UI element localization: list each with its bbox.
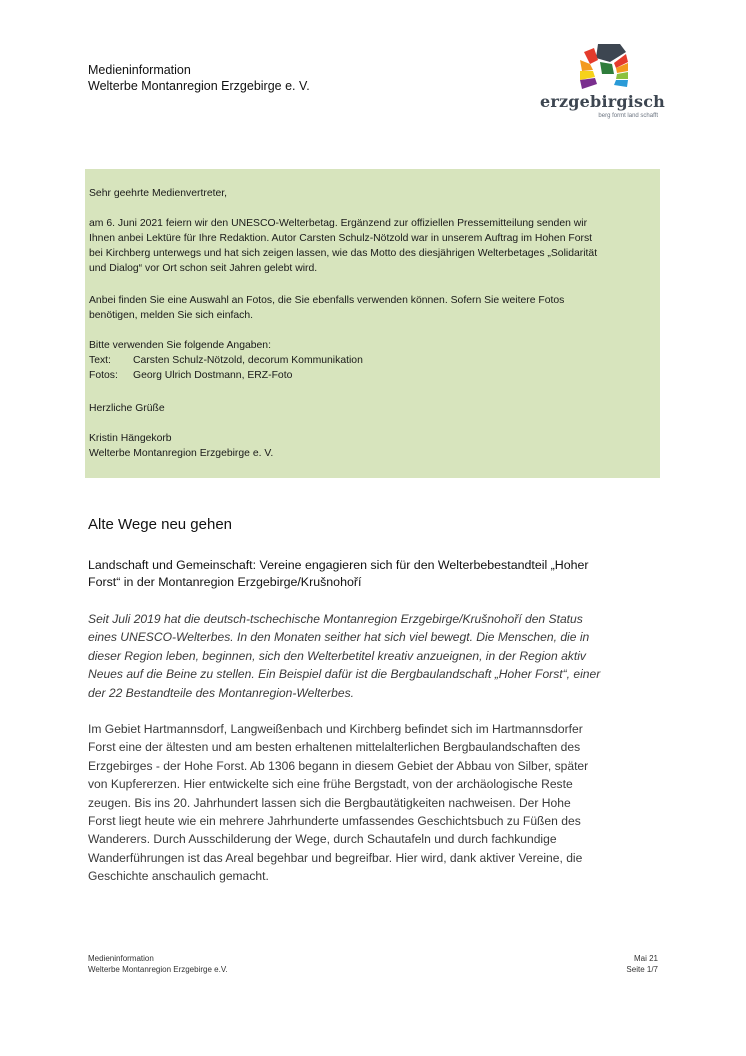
body-line: Forst eine der ältesten und am besten erhaltenen mittelalterlichen Bergbaulandschaften des <box>88 740 581 755</box>
page-number: Seite 1/7 <box>626 965 658 974</box>
logo-tagline: berg formt land schafft <box>598 113 658 119</box>
signature-name: Kristin Hängekorb <box>89 433 172 444</box>
article-body <box>88 720 663 886</box>
credit-photo-row <box>89 368 363 383</box>
credits-block <box>89 338 363 383</box>
article-subtitle <box>88 557 658 591</box>
credit-text-row <box>89 353 363 368</box>
letterhead <box>88 62 310 94</box>
header-organization: Welterbe Montanregion Erzgebirge e. V. <box>88 79 310 93</box>
letter-line: und Dialog“ vor Ort schon seit Jahren gelebt wird. <box>89 263 318 274</box>
subtitle-line: Forst“ in der Montanregion Erzgebirge/Krušnohoří <box>88 575 362 589</box>
footer-right <box>626 953 658 975</box>
header-title: Medieninformation <box>88 63 191 77</box>
letter-paragraph-1 <box>89 216 597 276</box>
logo-wordmark: erzgebirgisch <box>540 92 666 111</box>
letter-line: Ihnen anbei Lektüre für Ihre Redaktion. Autor Carsten Schulz-Nötzold war in unserem Auftrag im Hohen Forst <box>89 233 593 244</box>
letter-line: bei Kirchberg unterwegs und hat sich zeigen lassen, wie das Motto des diesjährigen Welterbetages „Solidarität <box>89 248 598 259</box>
credit-photo-label: Fotos: <box>89 370 118 381</box>
letter-line: Anbei finden Sie eine Auswahl an Fotos, die Sie ebenfalls verwenden können. Sofern Sie weitere Fotos <box>89 295 565 306</box>
signature-block <box>89 431 273 461</box>
body-line: Forst liegt heute wie ein mehrere Jahrhunderte umfassendes Geschichtsbuch zu Füßen des <box>88 814 581 829</box>
salutation: Sehr geehrte Medienvertreter, <box>89 188 228 199</box>
body-line: zeugen. Bis ins 20. Jahrhundert lassen sich die Bergbautätigkeiten nachweisen. Der Hohe <box>88 795 571 810</box>
credit-text-label: Text: <box>89 355 111 366</box>
intro-line: eines UNESCO-Welterbes. In den Monaten seither hat sich viel bewegt. Die Menschen, die in <box>88 630 590 645</box>
intro-line: der 22 Bestandteile des Montanregion-Welterbes. <box>88 685 354 700</box>
intro-line: dieser Region leben, beginnen, sich den Welterbetitel kreativ anzueignen, in der Region aktiv <box>88 648 586 663</box>
body-line: Geschichte anschaulich gemacht. <box>88 869 269 884</box>
credit-photo-value: Georg Ulrich Dostmann, ERZ-Foto <box>133 370 293 381</box>
body-line: von Kupfererzen. Hier entwickelte sich eine frühe Bergstadt, von der archäologische Reste <box>88 777 573 792</box>
signature-organization: Welterbe Montanregion Erzgebirge e. V. <box>89 448 274 459</box>
credits-intro: Bitte verwenden Sie folgende Angaben: <box>89 340 271 351</box>
footer-date: Mai 21 <box>633 954 658 963</box>
letter-line: benötigen, melden Sie sich einfach. <box>89 310 254 321</box>
cover-letter-box <box>85 169 660 478</box>
footer-doc-type: Medieninformation <box>88 954 154 963</box>
fan-logo-icon <box>540 44 662 92</box>
body-line: Wanderführungen ist das Areal begehbar und begreifbar. Hier wird, dank aktiver Vereine, die <box>88 850 583 865</box>
intro-line: Neues auf die Beine zu stellen. Ein Beispiel dafür ist die Bergbaulandschaft „Hoher Forst“, einer <box>88 667 601 682</box>
subtitle-line: Landschaft und Gemeinschaft: Vereine engagieren sich für den Welterbebestandteil „Hoher <box>88 558 589 572</box>
body-line: Im Gebiet Hartmannsdorf, Langweißenbach und Kirchberg befindet sich im Hartmannsdorfer <box>88 722 583 736</box>
closing-greeting: Herzliche Grüße <box>89 403 165 414</box>
article-intro <box>88 610 663 702</box>
body-line: Wanderers. Durch Ausschilderung der Wege, durch Schautafeln und durch fachkundige <box>88 832 557 847</box>
footer-organization: Welterbe Montanregion Erzgebirge e.V. <box>88 965 228 974</box>
credit-text-value: Carsten Schulz-Nötzold, decorum Kommunikation <box>133 355 363 366</box>
body-line: Erzgebirges - der Hohe Forst. Ab 1306 begann in diesem Gebiet der Abbau von Silber, später <box>88 758 589 773</box>
article-title: Alte Wege neu gehen <box>88 516 233 533</box>
letter-line: am 6. Juni 2021 feiern wir den UNESCO-Welterbetag. Ergänzend zur offiziellen Pressemitteilung senden wir <box>89 218 588 229</box>
erzgebirgisch-logo <box>540 44 666 124</box>
letter-paragraph-2 <box>89 293 564 323</box>
footer-left <box>88 953 228 975</box>
intro-line: Seit Juli 2019 hat die deutsch-tschechische Montanregion Erzgebirge/Krušnohoří den Status <box>88 612 583 626</box>
